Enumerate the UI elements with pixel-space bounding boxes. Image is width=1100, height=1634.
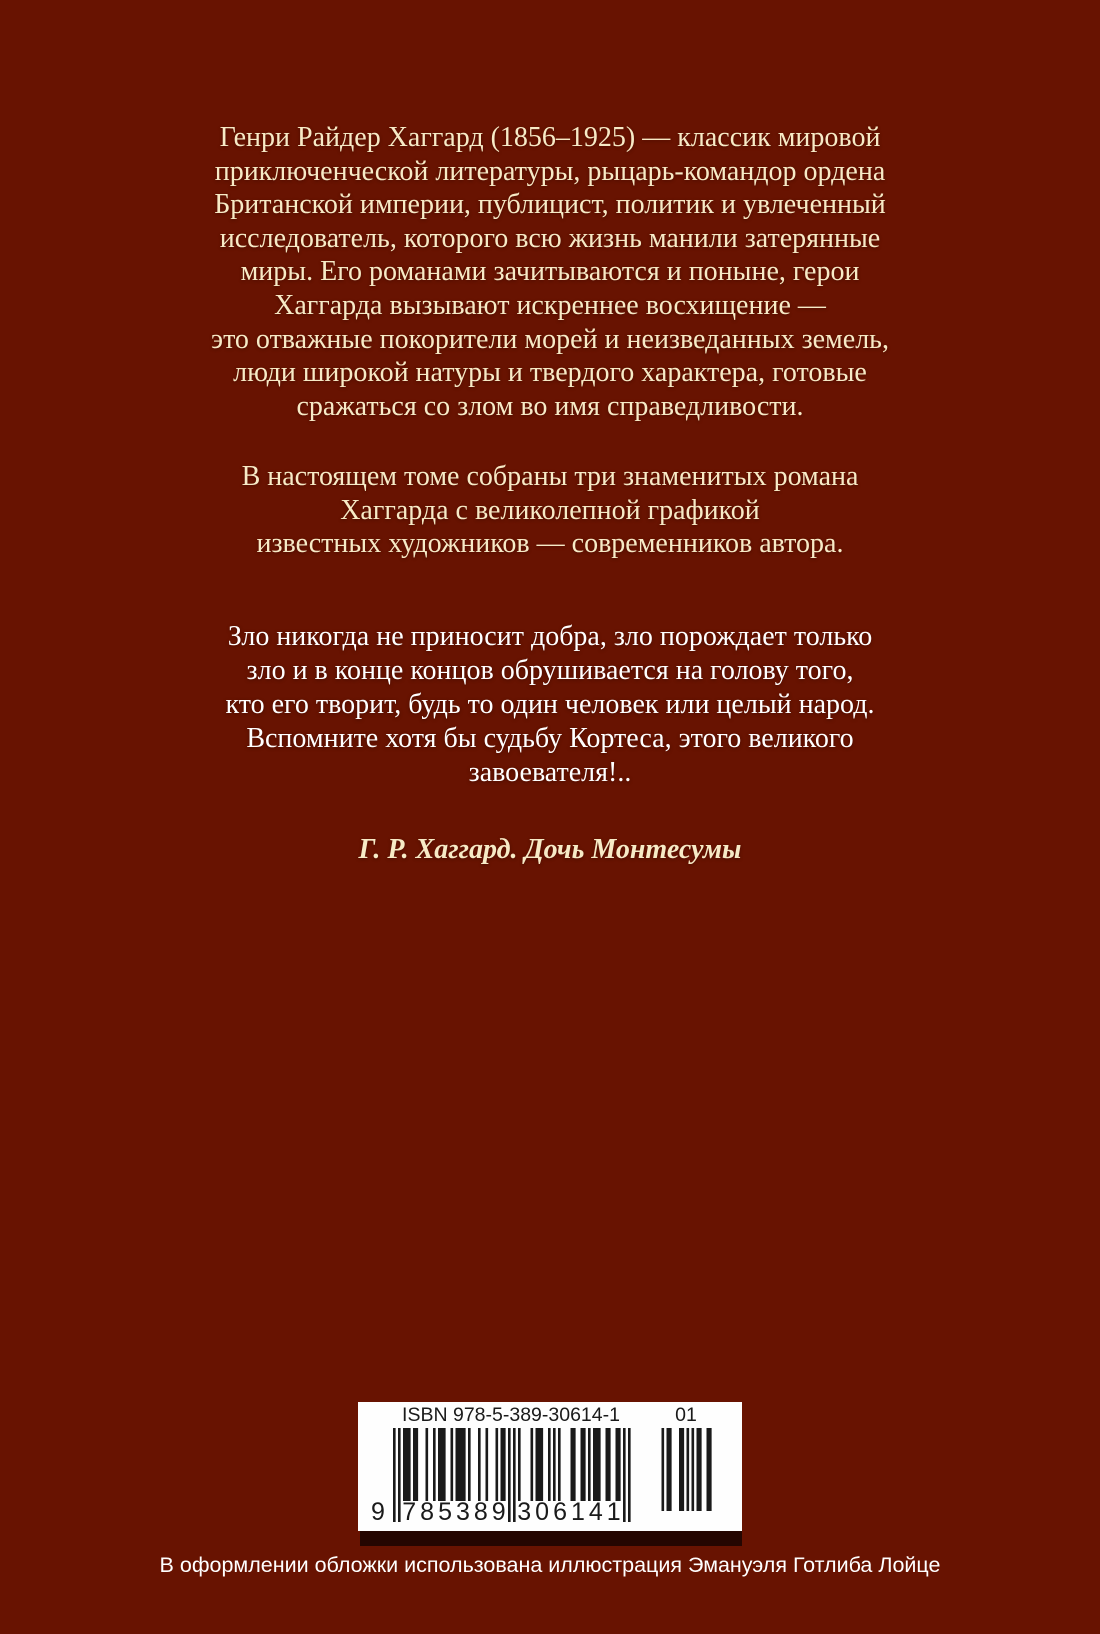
quote-excerpt [0, 620, 1100, 790]
text-line: Генри Райдер Хаггард (1856–1925) — классик мировой [219, 122, 881, 153]
text-line: сражаться со злом во имя справедливости. [296, 390, 804, 422]
text-line: известных художников — современников автора. [256, 528, 844, 560]
author-description [0, 121, 1100, 423]
text-line: зло и в конце концов обрушивается на голову того, [246, 655, 854, 686]
text-line: Вспомните хотя бы судьбу Кортеса, этого великого [246, 723, 854, 754]
credit-line: В оформлении обложки использована иллюстрация Эмануэля Готлиба Лойце [159, 1553, 941, 1577]
text-line: Зло никогда не приносит добра, зло порождает только [227, 621, 873, 652]
ean-left-digits: 785389 [402, 1498, 510, 1526]
edition-note [0, 460, 1100, 561]
text-line: приключенческой литературы, рыцарь-командор ордена [214, 155, 886, 187]
text-line: это отважные покорители морей и неизведанных земель, [211, 323, 889, 355]
barcode-addon-label: 01 [675, 1404, 697, 1426]
text-line: Хаггарда с великолепной графикой [340, 494, 760, 526]
ean-lead-digit: 9 [371, 1498, 385, 1526]
text-line: завоевателя!.. [468, 757, 632, 788]
text-line: люди широкой натуры и твердого характера, готовые [233, 357, 867, 389]
isbn-barcode-panel [358, 1402, 742, 1531]
isbn-number-label: ISBN 978-5-389-30614-1 [402, 1404, 620, 1426]
text-line: миры. Его романами зачитываются и поныне, герои [240, 256, 860, 288]
text-line: Хаггарда вызывают искреннее восхищение — [274, 289, 826, 321]
text-line: кто его творит, будь то один человек или целый народ. [225, 689, 875, 720]
ean-right-digits: 306141 [517, 1498, 625, 1526]
quote-attribution [0, 833, 1100, 867]
text-line: Британской империи, публицист, политик и увлеченный [214, 189, 886, 221]
text-line: исследователь, которого всю жизнь манили затерянные [219, 222, 881, 254]
attribution-line: Г. Р. Хаггард. Дочь Монтесумы [358, 834, 742, 865]
text-line: В настоящем томе собраны три знаменитых романа [241, 461, 859, 492]
barcode-panel-shadow [360, 1531, 742, 1546]
ean2-addon-barcode [659, 1428, 712, 1511]
